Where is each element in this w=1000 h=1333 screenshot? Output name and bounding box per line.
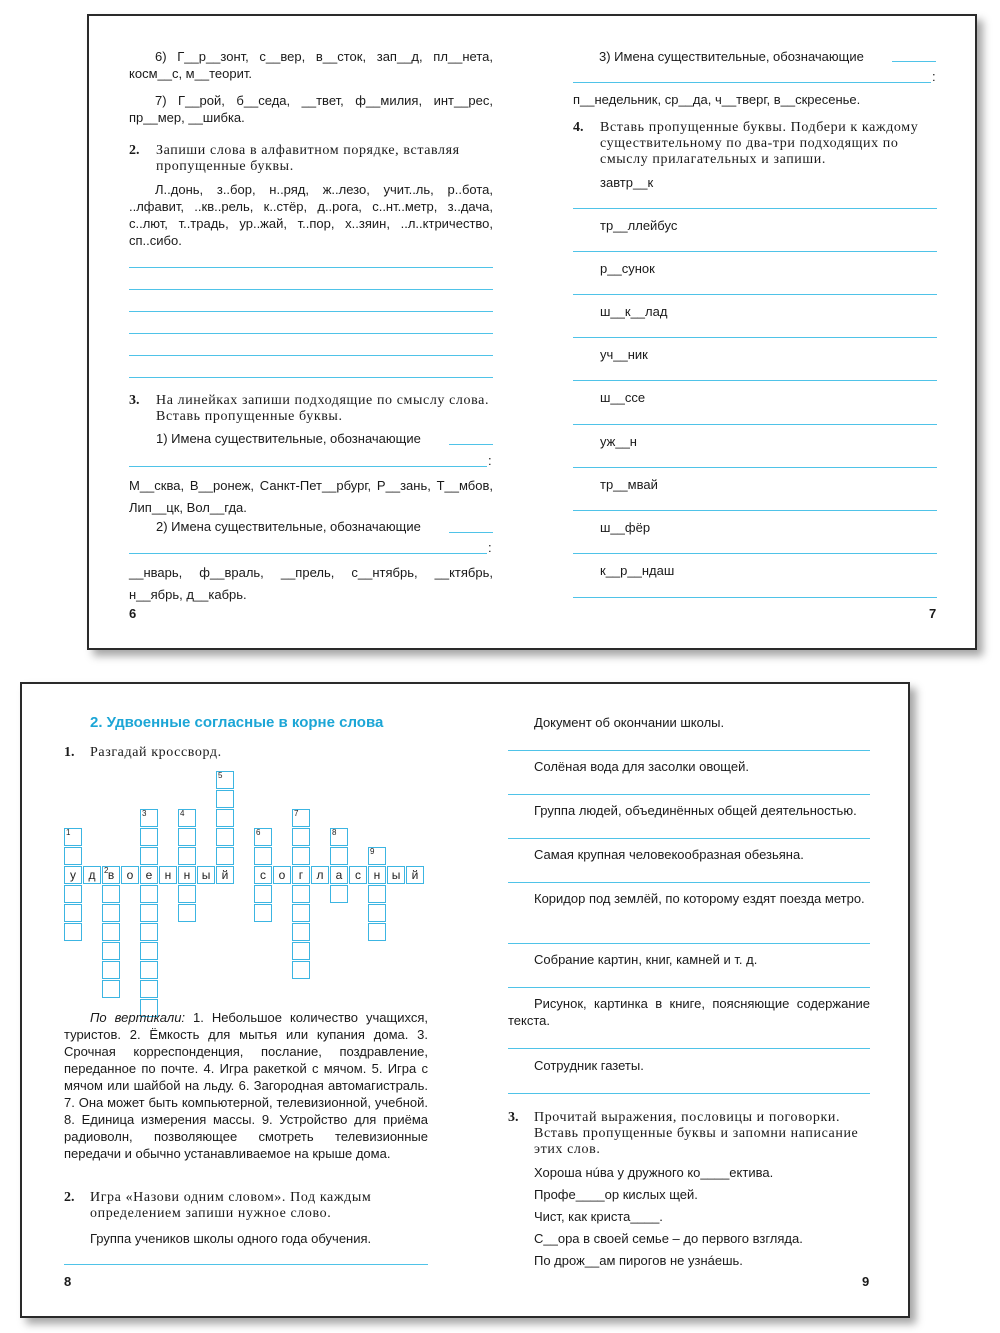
proverb: Профе____ор кислых щей. [534, 1187, 698, 1202]
section-heading: 2. Удвоенные согласные в корне слова [90, 714, 384, 731]
crossword-cell[interactable] [64, 923, 82, 941]
crossword-cell[interactable] [368, 885, 386, 903]
crossword-cell[interactable] [140, 885, 158, 903]
crossword-number: 7 [294, 809, 299, 818]
ex1-item-6 [129, 48, 493, 82]
ex4-task: Вставь пропущенные буквы. Подбери к каждому существительному по два-три подходящих по смыслу прилагательных и запиши. [600, 120, 919, 167]
crossword-cell[interactable] [330, 866, 348, 884]
crossword-cell[interactable] [140, 809, 158, 827]
answer-line[interactable] [573, 380, 937, 381]
crossword-letter: о [126, 868, 134, 882]
crossword-cell[interactable] [102, 904, 120, 922]
ex1-number: 1. [64, 745, 75, 760]
crossword-cell[interactable] [216, 828, 234, 846]
answer-line[interactable] [573, 337, 937, 338]
colon: : [488, 453, 492, 468]
answer-line[interactable] [64, 1264, 428, 1265]
ex4-word: тр__ллейбус [600, 218, 678, 233]
crossword-cell[interactable] [121, 866, 139, 884]
definition-text: Коридор под землёй, по которому ездят поезда метро. [534, 891, 865, 906]
crossword-cell[interactable] [64, 866, 82, 884]
proverb: По дрож__ам пирогов не узнáешь. [534, 1253, 743, 1268]
ex1-item-7-text: 7) Г__рой, б__седа, __твет, ф__милия, инт__рес, пр__мер, __шибка. [129, 93, 493, 125]
definition: Солёная вода для засолки овощей. [534, 759, 749, 774]
ex4-word: уж__н [600, 434, 637, 449]
crossword-cell[interactable] [254, 847, 272, 865]
crossword-cell[interactable] [102, 866, 120, 884]
page-number-9: 9 [862, 1274, 870, 1289]
spread-pages-6-7 [87, 14, 977, 650]
definition: Сотрудник газеты. [534, 1058, 644, 1073]
answer-line[interactable] [449, 532, 493, 533]
crossword-cell[interactable] [159, 866, 177, 884]
clues-label: По вертикали: [90, 1010, 186, 1025]
crossword-letter: ы [201, 868, 211, 882]
ex4-word: ш__ссе [600, 390, 646, 405]
crossword-cell[interactable] [292, 904, 310, 922]
crossword-cell[interactable] [254, 904, 272, 922]
answer-line[interactable] [508, 750, 870, 751]
ex2-task: Игра «Назови одним словом». Под каждым определением запиши нужное слово. [90, 1190, 372, 1221]
crossword-cell[interactable] [254, 866, 272, 884]
ex4-word: к__р__ндаш [600, 563, 675, 578]
crossword-cell[interactable] [83, 866, 101, 884]
crossword-cell[interactable] [140, 828, 158, 846]
crossword-cell[interactable] [292, 961, 310, 979]
crossword-letter: в [107, 868, 115, 882]
ex4-word: тр__мвай [600, 477, 658, 492]
crossword-cell[interactable] [102, 923, 120, 941]
crossword-number: 9 [370, 847, 375, 856]
proverb: Хороша нúва у дружного ко____ектива. [534, 1165, 774, 1180]
crossword-cell[interactable] [292, 847, 310, 865]
ex3-words-2: __нварь, ф__враль, __прель, с__нтябрь, __ктябрь, н__ябрь, д__кабрь. [129, 565, 493, 602]
crossword-cell[interactable] [178, 847, 196, 865]
crossword-number: 6 [256, 828, 261, 837]
crossword-letter: д [88, 868, 96, 882]
answer-line[interactable] [573, 294, 937, 295]
ex3-task: На линейках запиши подходящие по смыслу слова. Вставь пропущенные буквы. [156, 393, 490, 424]
answer-line[interactable] [449, 444, 493, 445]
crossword-cell[interactable] [178, 885, 196, 903]
crossword-cell[interactable] [216, 866, 234, 884]
answer-line[interactable] [129, 355, 493, 356]
crossword-cell[interactable] [330, 828, 348, 846]
crossword-cell[interactable] [254, 828, 272, 846]
crossword-cell[interactable] [102, 885, 120, 903]
crossword-letter: у [70, 868, 76, 882]
crossword-cell[interactable] [140, 923, 158, 941]
answer-line[interactable] [508, 794, 870, 795]
ex1-task: Разгадай кроссворд. [90, 745, 222, 760]
definition: Группа учеников школы одного года обучения. [90, 1231, 372, 1246]
crossword-cell[interactable] [292, 828, 310, 846]
crossword-cell[interactable] [140, 866, 158, 884]
ex4-word: уч__ник [600, 347, 648, 362]
proverb: Чист, как криста____. [534, 1209, 663, 1224]
ex3-words-1: М__сква, В__ронеж, Санкт-Пет__рбург, Р__зань, Т__мбов, Лип__цк, Вол__гда. [129, 478, 493, 515]
crossword-cell[interactable] [140, 904, 158, 922]
answer-line[interactable] [573, 597, 937, 598]
answer-line[interactable] [573, 82, 931, 83]
crossword-cell[interactable] [178, 904, 196, 922]
ex2-task: Запиши слова в алфавитном порядке, вставляя пропущенные буквы. [156, 143, 460, 174]
crossword-cell[interactable] [292, 942, 310, 960]
crossword-cell[interactable] [292, 885, 310, 903]
ex2-number: 2. [64, 1190, 75, 1205]
crossword-cell[interactable] [254, 885, 272, 903]
ex3-number: 3. [129, 393, 140, 408]
crossword-cell[interactable] [292, 809, 310, 827]
ex3-q2: 2) Имена существительные, обозначающие [156, 519, 421, 534]
clues-block [64, 1009, 428, 1162]
crossword-cell[interactable] [140, 847, 158, 865]
answer-line[interactable] [508, 1048, 870, 1049]
crossword-letter: а [335, 868, 343, 882]
crossword-cell[interactable] [178, 866, 196, 884]
crossword-cell[interactable] [64, 885, 82, 903]
ex4-number: 4. [573, 120, 584, 135]
answer-line[interactable] [573, 251, 937, 252]
ex4-word: ш__фёр [600, 520, 651, 535]
crossword-cell[interactable] [102, 980, 120, 998]
crossword-cell[interactable] [273, 866, 291, 884]
ex3-q1: 1) Имена существительные, обозначающие [156, 431, 421, 446]
answer-line[interactable] [892, 61, 936, 62]
crossword-cell[interactable] [64, 847, 82, 865]
crossword-cell[interactable] [64, 904, 82, 922]
crossword-cell[interactable] [292, 866, 310, 884]
answer-line[interactable] [508, 882, 870, 883]
crossword-cell[interactable] [330, 847, 348, 865]
ex3-words-3: п__недельник, ср__да, ч__тверг, в__скресенье. [573, 92, 861, 107]
crossword-cell[interactable] [406, 866, 424, 884]
crossword-letter: н [164, 868, 172, 882]
definition: Группа людей, объединённых общей деятельностью. [534, 803, 857, 818]
definition: Собрание картин, книг, камней и т. д. [534, 952, 758, 967]
answer-line[interactable] [129, 333, 493, 334]
crossword-number: 1 [66, 828, 71, 837]
crossword-cell[interactable] [178, 809, 196, 827]
crossword-cell[interactable] [368, 904, 386, 922]
ex4-word: ш__к__лад [600, 304, 668, 319]
crossword-cell[interactable] [178, 828, 196, 846]
crossword-number: 8 [332, 828, 337, 837]
answer-line[interactable] [573, 510, 937, 511]
crossword-letter: о [278, 868, 286, 882]
answer-line[interactable] [573, 424, 937, 425]
crossword-cell[interactable] [368, 923, 386, 941]
answer-line[interactable] [129, 267, 493, 268]
answer-line[interactable] [508, 987, 870, 988]
crossword-letter: е [145, 868, 153, 882]
crossword-cell[interactable] [64, 828, 82, 846]
definition [508, 890, 870, 907]
crossword-cell[interactable] [197, 866, 215, 884]
ex2-number: 2. [129, 143, 140, 158]
ex1-item-6-text: 6) Г__р__зонт, с__вер, в__сток, зап__д, пл__нета, косм__с, м__теорит. [129, 49, 493, 81]
crossword-cell[interactable] [349, 866, 367, 884]
crossword-cell[interactable] [387, 866, 405, 884]
page-number-7: 7 [929, 606, 937, 621]
crossword-cell[interactable] [216, 790, 234, 808]
crossword-grid[interactable] [22, 684, 472, 1014]
page-number-6: 6 [129, 606, 137, 621]
crossword-cell[interactable] [102, 961, 120, 979]
crossword-letter: ы [391, 868, 401, 882]
answer-line[interactable] [573, 208, 937, 209]
answer-line[interactable] [129, 289, 493, 290]
crossword-letter: н [373, 868, 381, 882]
crossword-number: 3 [142, 809, 147, 818]
crossword-number: 5 [218, 771, 223, 780]
crossword-cell[interactable] [140, 980, 158, 998]
crossword-letter: н [183, 868, 191, 882]
answer-line[interactable] [573, 553, 937, 554]
definition-text: Рисунок, картинка в книге, поясняющие содержание текста. [508, 996, 870, 1028]
crossword-letter: г [298, 868, 304, 882]
crossword-cell[interactable] [216, 809, 234, 827]
answer-line[interactable] [129, 553, 487, 554]
answer-line[interactable] [508, 838, 870, 839]
crossword-cell[interactable] [368, 847, 386, 865]
ex2-words-text: Л..донь, з..бор, н..ряд, ж..лезо, учит..ль, р..бота, ..лфавит, ..кв..рель, к..стёр, д..рога, с..нт..метр, з..дача, с..лют, т..традь, ур..жай, т..пор, х..зяин, ..л..ктричество, сп..сибо. [129, 182, 493, 248]
crossword-letter: й [221, 868, 229, 882]
crossword-cell[interactable] [216, 847, 234, 865]
crossword-cell[interactable] [292, 923, 310, 941]
answer-line[interactable] [508, 943, 870, 944]
crossword-cell[interactable] [311, 866, 329, 884]
colon: : [488, 540, 492, 555]
ex3-task: Прочитай выражения, пословицы и поговорки. Вставь пропущенные буквы и запомни написание этих слов. [534, 1110, 859, 1157]
crossword-cell[interactable] [216, 771, 234, 789]
crossword-letter: л [316, 868, 324, 882]
crossword-number: 2 [104, 866, 109, 875]
answer-line[interactable] [129, 311, 493, 312]
crossword-letter: с [260, 868, 266, 882]
ex2-words [129, 181, 493, 249]
ex4-word: р__сунок [600, 261, 655, 276]
crossword-cell[interactable] [102, 942, 120, 960]
proverbs-list [534, 1162, 870, 1272]
crossword-letter: й [411, 868, 419, 882]
crossword-letter: с [355, 868, 361, 882]
definition [508, 995, 870, 1029]
answer-line[interactable] [129, 466, 487, 467]
colon: : [932, 69, 936, 84]
ex3-number: 3. [508, 1110, 519, 1125]
answer-line[interactable] [573, 467, 937, 468]
answer-line[interactable] [129, 377, 493, 378]
crossword-cell[interactable] [140, 942, 158, 960]
proverb: С__ора в своей семье – до первого взгляда. [534, 1231, 803, 1246]
crossword-cell[interactable] [140, 961, 158, 979]
crossword-number: 4 [180, 809, 185, 818]
ex3-q3: 3) Имена существительные, обозначающие [599, 49, 864, 64]
spread-pages-8-9 [20, 682, 910, 1318]
crossword-cell[interactable] [330, 885, 348, 903]
page-number-8: 8 [64, 1274, 72, 1289]
answer-line[interactable] [508, 1093, 870, 1094]
clues-text: 1. Небольшое количество учащихся, туристов. 2. Ёмкость для мытья или купания дома. 3. Срочная корреспонденция, послание, поздравление, переданное по почте. 4. Игра ракеткой с мячом. 5. Игра с мячом или шайбой на льду. 6. Загородная автомагистраль. 7. Она может быть компьютерной, телевизионной, учебной. 8. Единица измерения массы. 9. Устройство для приёма радиоволн, позволяющее смотреть телевизионные передачи и обычно устанавливаемое на крыше дома. [64, 1010, 428, 1161]
definition: Самая крупная человекообразная обезьяна. [534, 847, 804, 862]
ex1-item-7 [129, 92, 493, 126]
crossword-cell[interactable] [368, 866, 386, 884]
definition: Документ об окончании школы. [534, 715, 725, 730]
ex4-word: завтр__к [600, 175, 654, 190]
